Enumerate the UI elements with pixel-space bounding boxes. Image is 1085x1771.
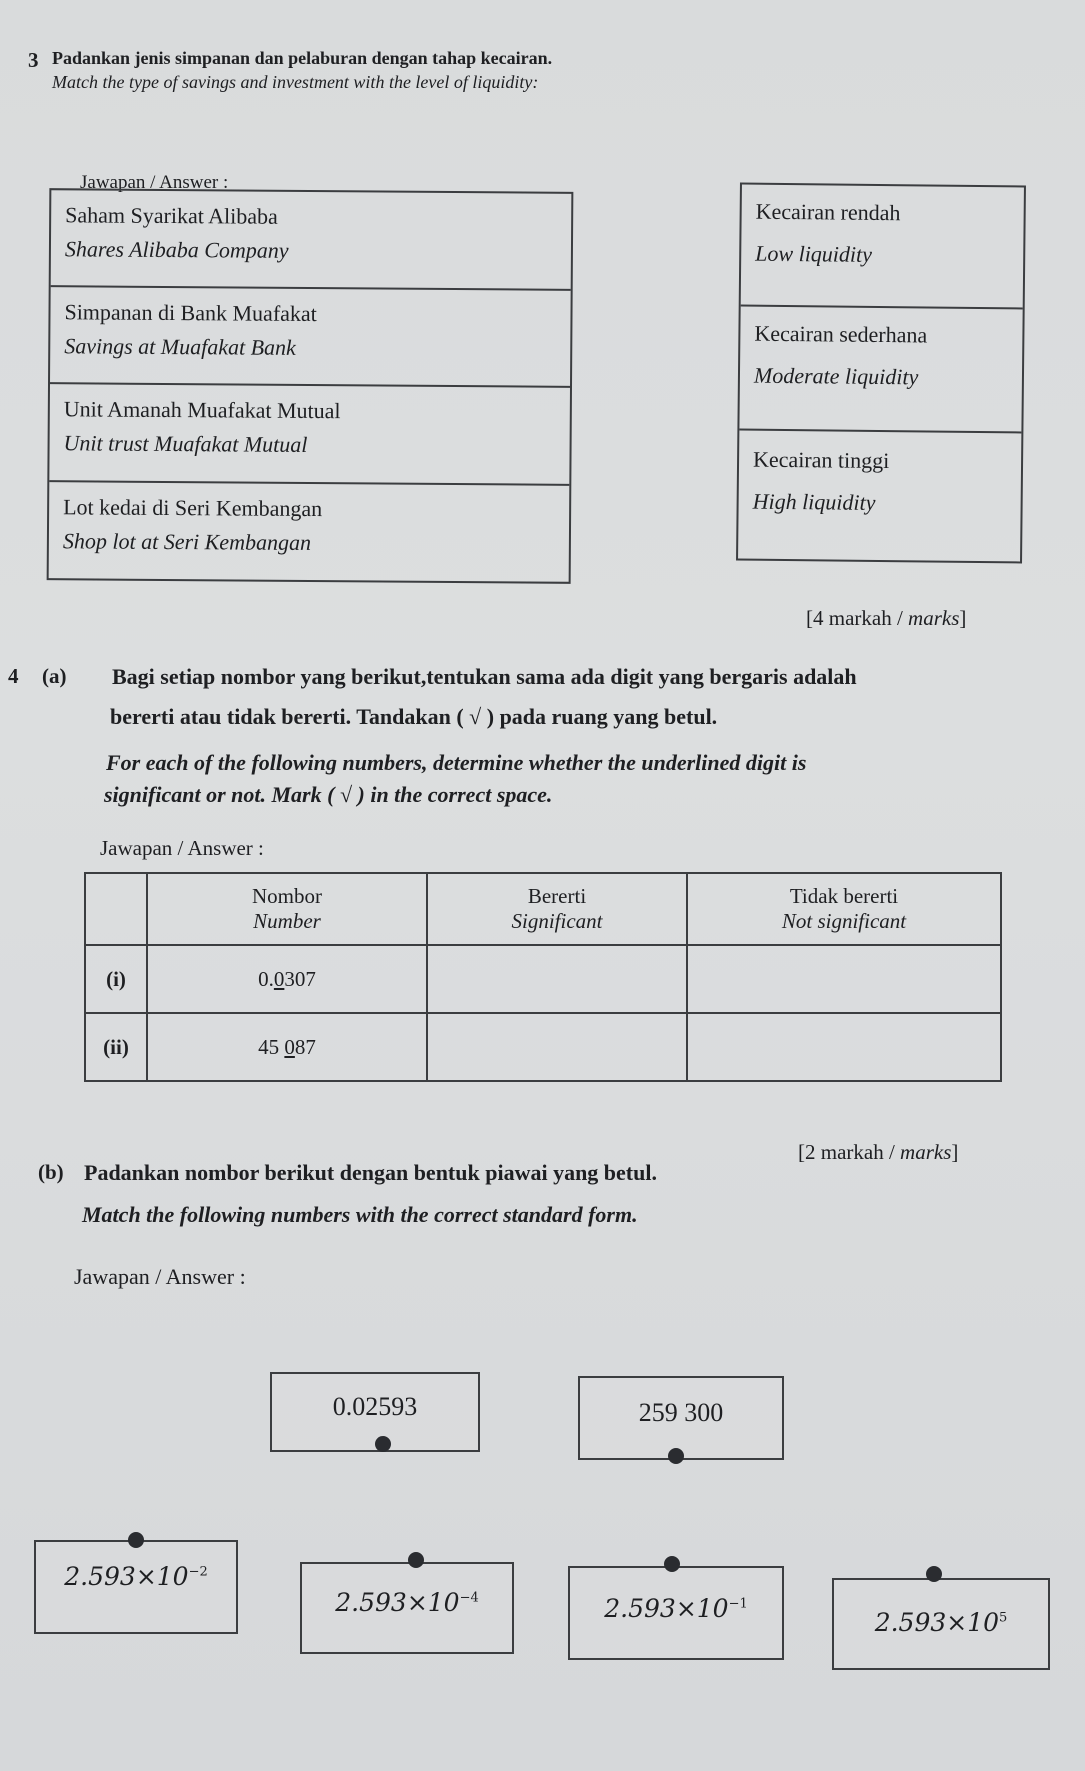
marks-close: ] bbox=[951, 1140, 959, 1164]
header-number-ms: Nombor bbox=[252, 884, 322, 908]
exponent: −1 bbox=[728, 1596, 748, 1612]
row-label: (ii) bbox=[85, 1013, 147, 1081]
liquidity-item-ms: Kecairan tinggi bbox=[752, 446, 890, 474]
times-sign: × bbox=[675, 1594, 697, 1623]
savings-type-column bbox=[47, 188, 574, 584]
header-number-en: Number bbox=[253, 909, 321, 933]
number-underlined-digit: 0 bbox=[273, 966, 285, 991]
part-a-answer-label: Jawapan / Answer : bbox=[100, 836, 264, 860]
match-dot[interactable] bbox=[926, 1566, 942, 1582]
header-not-significant bbox=[687, 873, 1001, 945]
row-label: (i) bbox=[85, 945, 147, 1013]
number-box: 259 300 bbox=[578, 1376, 784, 1460]
exponent: −4 bbox=[459, 1590, 479, 1606]
part-a-label: (a) bbox=[42, 664, 67, 688]
part-b-answer-label: Jawapan / Answer : bbox=[74, 1264, 246, 1289]
savings-item bbox=[49, 482, 570, 578]
base: 10 bbox=[156, 1562, 189, 1591]
part-b-instruction-en: Match the following numbers with the correct standard form. bbox=[82, 1202, 638, 1227]
exponent: −2 bbox=[188, 1564, 208, 1580]
savings-item-ms: Saham Syarikat Alibaba bbox=[65, 202, 278, 229]
match-dot[interactable] bbox=[664, 1556, 680, 1572]
mantissa: 2.593 bbox=[64, 1562, 136, 1591]
row-number bbox=[147, 1013, 427, 1081]
header-significant-en: Significant bbox=[511, 909, 603, 933]
header-significant-ms: Bererti bbox=[527, 884, 587, 908]
standard-form-box bbox=[568, 1566, 784, 1660]
marks-en: marks bbox=[908, 606, 960, 630]
savings-item-en: Shop lot at Seri Kembangan bbox=[62, 528, 312, 556]
savings-item-ms: Simpanan di Bank Muafakat bbox=[64, 299, 317, 327]
marks-en: marks bbox=[900, 1140, 952, 1164]
question-3-marks bbox=[806, 606, 966, 631]
times-sign: × bbox=[135, 1562, 157, 1591]
header-number bbox=[147, 873, 427, 945]
table-row bbox=[85, 1013, 1001, 1081]
savings-item bbox=[49, 384, 570, 486]
liquidity-item bbox=[738, 431, 1021, 558]
liquidity-item-en: Moderate liquidity bbox=[753, 362, 919, 390]
savings-item-ms: Lot kedai di Seri Kembangan bbox=[63, 494, 323, 522]
part-b-label: (b) bbox=[38, 1160, 64, 1184]
liquidity-item-en: Low liquidity bbox=[755, 240, 873, 267]
savings-item-en: Savings at Muafakat Bank bbox=[64, 333, 296, 360]
not-significant-cell[interactable] bbox=[687, 945, 1001, 1013]
marks-close: ] bbox=[959, 606, 967, 630]
question-3-instruction-en: Match the type of savings and investment with the level of liquidity: bbox=[52, 72, 539, 92]
match-dot[interactable] bbox=[375, 1436, 391, 1452]
savings-item-en: Unit trust Muafakat Mutual bbox=[63, 430, 308, 457]
times-sign: × bbox=[406, 1588, 428, 1617]
liquidity-item bbox=[739, 307, 1022, 434]
part-a-marks bbox=[798, 1140, 958, 1165]
significance-table bbox=[84, 872, 1002, 1082]
liquidity-item-ms: Kecairan sederhana bbox=[754, 320, 928, 348]
row-number bbox=[147, 945, 427, 1013]
number-box: 0.02593 bbox=[270, 1372, 480, 1452]
mantissa: 2.593 bbox=[874, 1608, 947, 1637]
part-a-instruction-ms-1: Bagi setiap nombor yang berikut,tentukan sama ada digit yang bergaris adalah bbox=[112, 664, 857, 689]
standard-form-box bbox=[34, 1540, 238, 1634]
table-row bbox=[85, 945, 1001, 1013]
match-dot[interactable] bbox=[408, 1552, 424, 1568]
match-dot[interactable] bbox=[668, 1448, 684, 1464]
match-dot[interactable] bbox=[128, 1532, 144, 1548]
part-b-instruction-ms: Padankan nombor berikut dengan bentuk piawai yang betul. bbox=[84, 1160, 657, 1185]
mantissa: 2.593 bbox=[335, 1588, 407, 1617]
times-sign: × bbox=[946, 1608, 968, 1637]
header-not-significant-ms: Tidak bererti bbox=[789, 884, 899, 908]
question-3-number: 3 bbox=[28, 48, 39, 72]
number-pre: 0. bbox=[258, 966, 274, 991]
base: 10 bbox=[967, 1608, 1000, 1637]
savings-item bbox=[51, 190, 572, 291]
question-3-answer-label: Jawapan / Answer : bbox=[80, 172, 229, 193]
liquidity-item bbox=[741, 185, 1024, 310]
part-a-instruction-ms-2: bererti atau tidak bererti. Tandakan ( √ ) pada ruang yang betul. bbox=[110, 704, 718, 729]
savings-item-en: Shares Alibaba Company bbox=[64, 236, 289, 263]
part-a-instruction-en-1: For each of the following numbers, determine whether the underlined digit is bbox=[106, 750, 807, 775]
question-3-instruction-ms: Padankan jenis simpanan dan pelaburan dengan tahap kecairan. bbox=[52, 48, 553, 68]
part-a-instruction-en-2: significant or not. Mark ( √ ) in the correct space. bbox=[104, 782, 553, 807]
marks-ms: [2 markah / bbox=[798, 1140, 901, 1164]
base: 10 bbox=[427, 1588, 460, 1617]
number-post: 307 bbox=[284, 966, 316, 991]
liquidity-item-en: High liquidity bbox=[752, 488, 876, 515]
number-underlined-digit: 0 bbox=[284, 1034, 295, 1059]
base: 10 bbox=[696, 1594, 729, 1623]
question-4-number: 4 bbox=[8, 664, 19, 688]
savings-item-ms: Unit Amanah Muafakat Mutual bbox=[63, 396, 341, 424]
liquidity-item-ms: Kecairan rendah bbox=[755, 198, 901, 226]
table-header-row bbox=[85, 873, 1001, 945]
not-significant-cell[interactable] bbox=[687, 1013, 1001, 1081]
standard-form-box bbox=[832, 1578, 1050, 1670]
significant-cell[interactable] bbox=[427, 1013, 687, 1081]
savings-item bbox=[50, 287, 571, 388]
liquidity-level-column bbox=[736, 183, 1026, 564]
number-pre: 45 bbox=[258, 1034, 285, 1059]
header-significant bbox=[427, 873, 687, 945]
number-post: 87 bbox=[294, 1034, 316, 1059]
header-not-significant-en: Not significant bbox=[781, 909, 907, 933]
marks-ms: [4 markah / bbox=[806, 606, 909, 630]
standard-form-box bbox=[300, 1562, 514, 1654]
header-blank bbox=[85, 873, 147, 945]
mantissa: 2.593 bbox=[604, 1594, 676, 1623]
significant-cell[interactable] bbox=[427, 945, 687, 1013]
exponent: 5 bbox=[999, 1610, 1008, 1626]
